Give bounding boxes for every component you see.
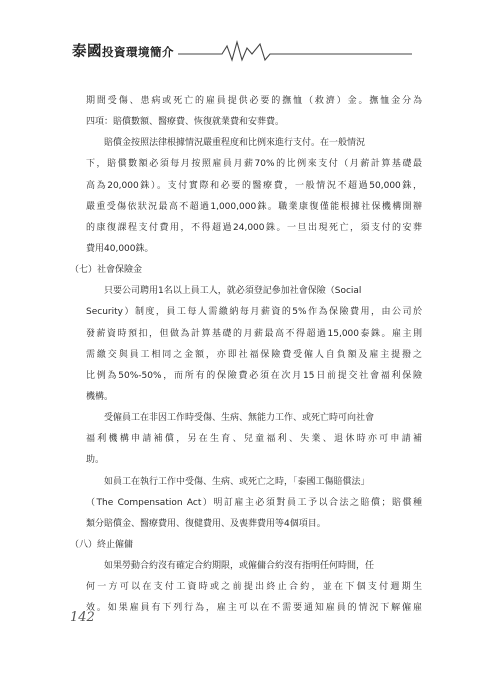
text-line: 期間受傷、患病或死亡的雇員提供必要的撫恤（救濟）金。撫恤金分為 — [86, 96, 422, 106]
text-line: 發薪資時預扣，但做為計算基礎的月薪最高不得超過15,000泰銖。雇主則 — [86, 328, 422, 339]
text-line: 四項：賠償數額、醫療費、恢復就業費和安葬費。 — [86, 117, 285, 128]
text-line: 比例為50%-50%，而所有的保險費必須在次月15日前提交社會福利保險 — [86, 370, 422, 381]
text-line: 嚴重受傷依狀況最高不超過1,000,000銖。職業康復僅能根據社保機構開辦 — [86, 201, 422, 212]
header-title — [72, 40, 178, 61]
text-line: 如果勞動合約沒有確定合約期限，或僱傭合約沒有指明任何時間，任 — [104, 561, 375, 572]
header-title-sub: 投資環境簡介 — [102, 45, 174, 59]
text-line: 效。如果雇員有下列行為，雇主可以在不需要通知雇員的情況下解僱雇 — [86, 603, 422, 614]
text-line: 如員工在執行工作中受傷、生病、或死亡之時，「泰國工傷賠償法」 — [104, 476, 370, 487]
header-title-main: 泰國 — [72, 44, 102, 60]
text-line: Security）制度，員工每人需繳納每月薪資的5%作為保險費用，由公司於 — [86, 307, 422, 318]
text-line: 助。 — [86, 455, 105, 466]
text-line: 福利機構申請補償，另在生育、兒童福利、失業、退休時亦可申請補 — [86, 434, 422, 445]
text-line: 費用40,000銖。 — [86, 243, 154, 254]
text-line: 需繳交與員工相同之金額，亦即社福保險費受僱人自負額及雇主提撥之 — [86, 349, 422, 360]
text-line: 受僱員工在非因工作時受傷、生病、無能力工作、或死亡時可向社會 — [104, 413, 375, 424]
text-line: 下，賠償數額必須每月按照雇員月薪70%的比例來支付（月薪計算基礎最 — [86, 159, 422, 170]
text-line: 機構。 — [86, 391, 114, 402]
section-heading: （七）社會保險金 — [70, 265, 143, 276]
page-number: 142 — [70, 610, 95, 625]
text-line: 的康復課程支付費用，不得超過24,000銖。一旦出現死亡，須支付的安葬 — [86, 222, 422, 233]
text-line: 類分賠償金、醫療費用、復健費用、及喪葬費用等4個項目。 — [86, 518, 326, 529]
text-line: 只要公司聘用1名以上員工人，就必須登記參加社會保險（Social — [104, 286, 362, 297]
text-line: 高為20,000銖）。支付實際和必要的醫療費，一般情況不超過50,000銖， — [86, 180, 422, 191]
running-header — [72, 36, 412, 62]
text-line: 賠償金按照法律根據情況嚴重程度和比例來進行支付。在一般情況 — [104, 138, 366, 149]
text-line: （The Compensation Act）明訂雇主必須對員工予以合法之賠償；賠償種 — [86, 497, 422, 508]
text-line: 何一方可以在支付工資時或之前提出終止合約，並在下個支付週期生 — [86, 582, 422, 593]
section-heading: （八）終止僱傭 — [70, 539, 134, 550]
